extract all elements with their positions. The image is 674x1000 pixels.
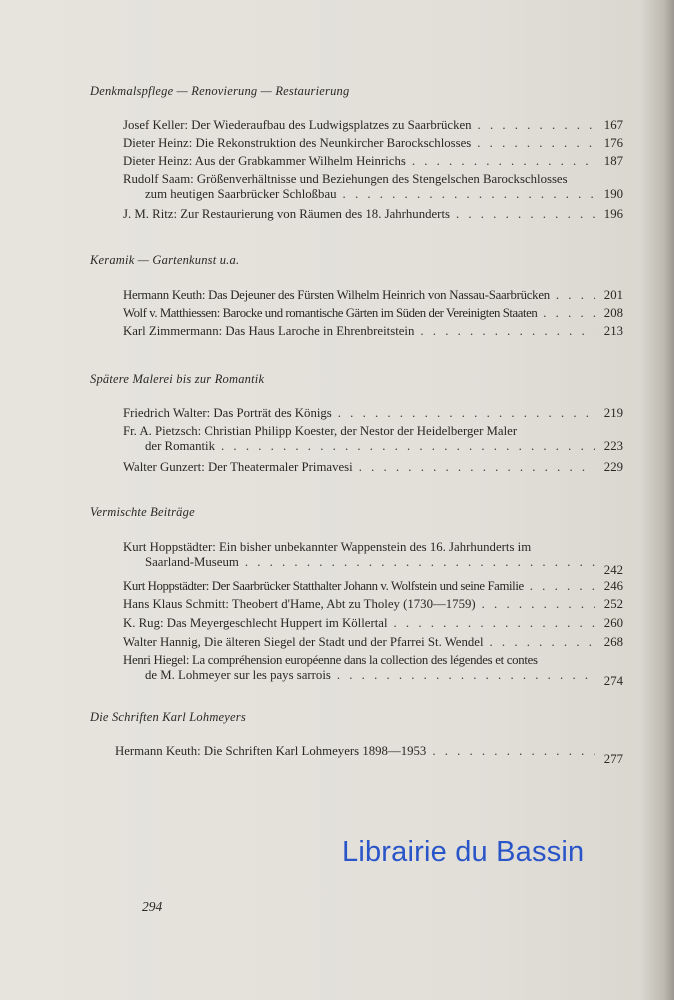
entry-text: Walter Hannig, Die älteren Siegel der Stadt und der Pfarrei St. Wendel <box>123 635 484 649</box>
section-title-keramik: Keramik — Gartenkunst u.a. <box>90 253 240 267</box>
entry-page-number: 242 <box>603 563 623 577</box>
entry-page-number: 229 <box>603 460 623 474</box>
entry-page-number: 187 <box>603 154 623 168</box>
entry-page-number: 219 <box>603 406 623 420</box>
toc-entry <box>123 653 623 688</box>
section-title-malerei: Spätere Malerei bis zur Romantik <box>90 372 265 386</box>
toc-entry <box>123 635 623 650</box>
entry-text-continued: Saarland-Museum <box>145 555 239 569</box>
entry-text: Kurt Hoppstädter: Ein bisher unbekannter Wappenstein des 16. Jahrhunderts im <box>123 540 532 554</box>
entry-page-number: 274 <box>603 674 623 688</box>
entry-text: Friedrich Walter: Das Porträt des Königs <box>123 406 332 420</box>
toc-entry <box>123 597 623 612</box>
entry-text: J. M. Ritz: Zur Restaurierung von Räumen des 18. Jahrhunderts <box>123 207 450 221</box>
entry-text: Hermann Keuth: Das Dejeuner des Fürsten Wilhelm Heinrich von Nassau-Saarbrücken <box>123 288 550 302</box>
watermark-text: Librairie du Bassin <box>342 836 585 868</box>
toc-entry <box>123 616 623 631</box>
toc-entry <box>123 579 623 594</box>
entry-text: K. Rug: Das Meyergeschlecht Huppert im Köllertal <box>123 616 388 630</box>
entry-page-number: 246 <box>603 579 623 593</box>
toc-entry <box>123 424 623 454</box>
toc-entry <box>123 154 623 169</box>
toc-entry <box>123 324 623 339</box>
toc-entry <box>123 118 623 133</box>
toc-entry <box>123 172 623 202</box>
toc-entry <box>123 207 623 222</box>
entry-page-number: 176 <box>603 136 623 150</box>
entry-text: Hermann Keuth: Die Schriften Karl Lohmeyers 1898—1953 <box>115 744 427 758</box>
entry-text: Dieter Heinz: Aus der Grabkammer Wilhelm Heinrichs <box>123 154 406 168</box>
entry-page-number: 268 <box>603 635 623 649</box>
page-number: 294 <box>142 899 163 914</box>
entry-page-number: 260 <box>603 616 623 630</box>
entry-text: Hans Klaus Schmitt: Theobert d'Hame, Abt zu Tholey (1730—1759) <box>123 597 476 611</box>
toc-entry <box>123 406 623 421</box>
toc-entry <box>115 744 623 766</box>
toc-entry <box>123 540 623 577</box>
entry-text: Josef Keller: Der Wiederaufbau des Ludwigsplatzes zu Saarbrücken <box>123 118 472 132</box>
entry-page-number: 167 <box>603 118 623 132</box>
toc-entry <box>123 136 623 151</box>
entry-page-number: 252 <box>603 597 623 611</box>
toc-entry <box>123 288 623 303</box>
entry-text: Wolf v. Matthiessen: Barocke und romantische Gärten im Süden der Vereinigten Staaten <box>123 306 538 320</box>
entry-text: Dieter Heinz: Die Rekonstruktion des Neunkircher Barockschlosses <box>123 136 472 150</box>
entry-text: Fr. A. Pietzsch: Christian Philipp Koester, der Nestor der Heidelberger Maler <box>123 424 518 438</box>
toc-entry <box>123 306 623 321</box>
section-title-schriften: Die Schriften Karl Lohmeyers <box>90 710 246 724</box>
entry-page-number: 213 <box>603 324 623 338</box>
entry-page-number: 208 <box>603 306 623 320</box>
entry-text-continued: der Romantik <box>145 439 216 453</box>
entry-page-number: 277 <box>603 752 623 766</box>
section-title-denkmalspflege: Denkmalspflege — Renovierung — Restaurierung <box>90 84 350 98</box>
entry-page-number: 201 <box>603 288 623 302</box>
entry-page-number: 223 <box>603 439 623 453</box>
entry-text: Henri Hiegel: La compréhension européenne dans la collection des légendes et contes <box>123 653 538 667</box>
section-title-vermischte: Vermischte Beiträge <box>90 505 195 519</box>
spine-shadow <box>640 0 674 1000</box>
entry-page-number: 190 <box>603 187 623 201</box>
entry-text: Karl Zimmermann: Das Haus Laroche in Ehrenbreitstein <box>123 324 415 338</box>
entry-text-continued: zum heutigen Saarbrücker Schloßbau <box>145 187 337 201</box>
entry-text: Kurt Hoppstädter: Der Saarbrücker Statthalter Johann v. Wolfstein und seine Familie <box>123 579 524 593</box>
entry-text: Rudolf Saam: Größenverhältnisse und Beziehungen des Stengelschen Barockschlosses <box>123 172 568 186</box>
entry-text: Walter Gunzert: Der Theatermaler Primavesi <box>123 460 353 474</box>
entry-page-number: 196 <box>603 207 623 221</box>
toc-entry <box>123 460 623 475</box>
entry-text-continued: de M. Lohmeyer sur les pays sarrois <box>145 668 331 682</box>
